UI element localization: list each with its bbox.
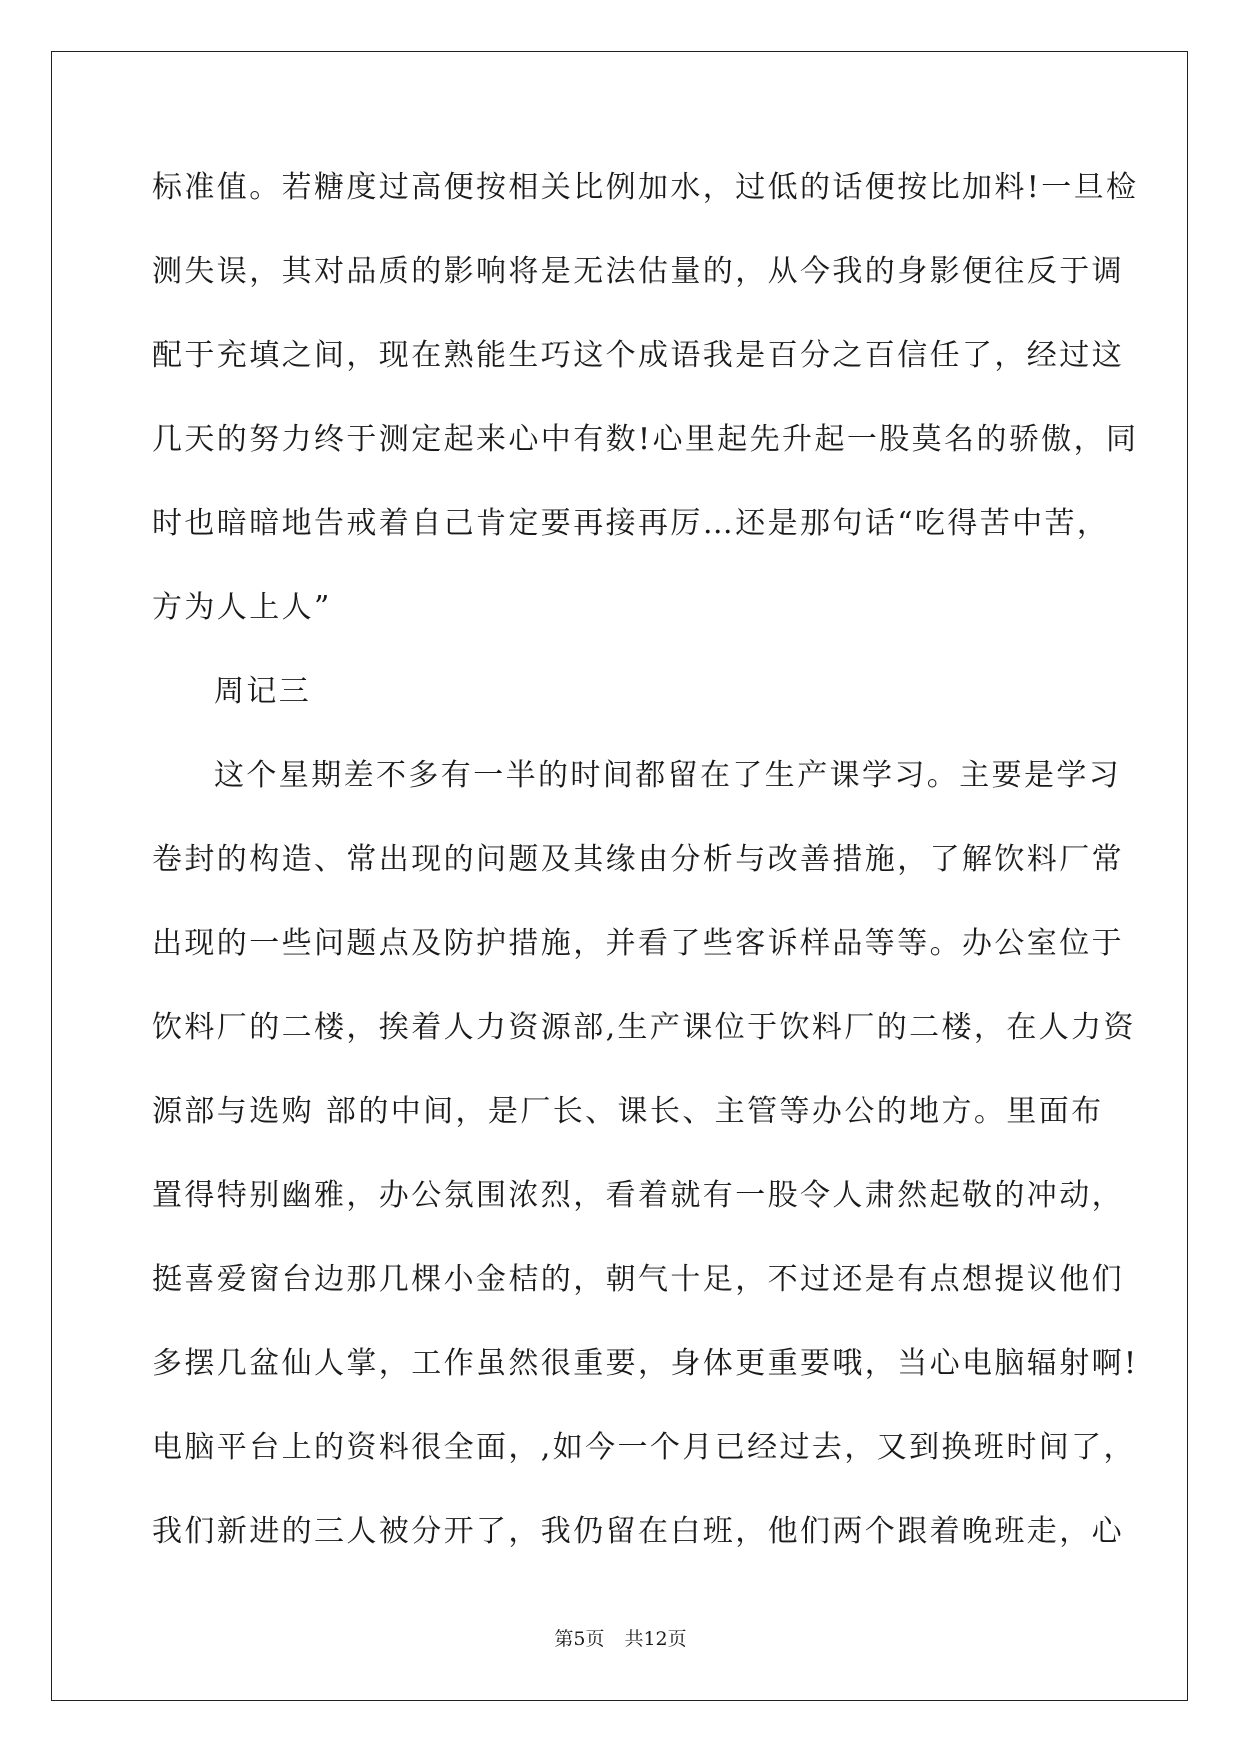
paragraph-start-line: 这个星期差不多有一半的时间都留在了生产课学习。主要是学习 [214, 758, 1122, 793]
document-body [152, 158, 1139, 1586]
text-line: 出现的一些问题点及防护措施，并看了些客诉样品等等。办公室位于 [152, 926, 1124, 961]
text-line: 源部与选购 部的中间，是厂长、课长、主管等办公的地方。里面布 [152, 1094, 1104, 1129]
text-line: 置得特别幽雅，办公氛围浓烈，看着就有一股令人肃然起敬的冲动， [152, 1178, 1124, 1213]
text-line: 测失误，其对品质的影响将是无法估量的，从今我的身影便往反于调 [152, 254, 1124, 289]
page-number: 第5页 [554, 1628, 605, 1650]
text-line: 卷封的构造、常出现的问题及其缘由分析与改善措施，了解饮料厂常 [152, 842, 1124, 877]
text-line: 饮料厂的二楼，挨着人力资源部,生产课位于饮料厂的二楼，在人力资 [152, 1010, 1136, 1045]
text-line: 几天的努力终于测定起来心中有数!心里起先升起一股莫名的骄傲，同 [152, 422, 1139, 457]
text-line: 时也暗暗地告戒着自己肯定要再接再厉…还是那句话“吃得苦中苦， [152, 506, 1110, 541]
text-line: 挺喜爱窗台边那几棵小金桔的，朝气十足，不过还是有点想提议他们 [152, 1262, 1124, 1297]
text-line: 方为人上人” [152, 590, 332, 625]
text-line: 电脑平台上的资料很全面，,如今一个月已经过去，又到换班时间了， [152, 1430, 1136, 1465]
page-footer [0, 1627, 1241, 1651]
page-total: 共12页 [624, 1628, 687, 1650]
text-line: 标准值。若糖度过高便按相关比例加水，过低的话便按比加料!一旦检 [152, 170, 1139, 205]
text-line: 我们新进的三人被分开了，我仍留在白班，他们两个跟着晚班走，心 [152, 1514, 1124, 1549]
text-line: 多摆几盆仙人掌，工作虽然很重要，身体更重要哦，当心电脑辐射啊! [152, 1346, 1139, 1381]
section-heading: 周记三 [214, 674, 312, 709]
text-line: 配于充填之间，现在熟能生巧这个成语我是百分之百信任了，经过这 [152, 338, 1124, 373]
